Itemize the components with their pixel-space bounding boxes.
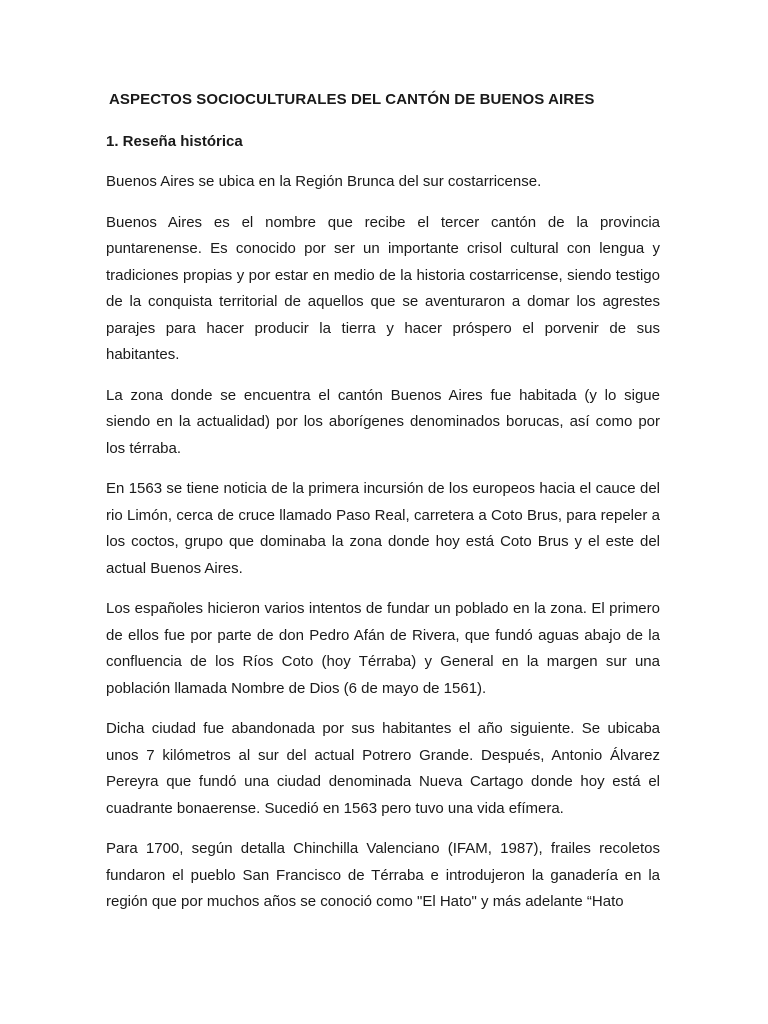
document-title: ASPECTOS SOCIOCULTURALES DEL CANTÓN DE BUENOS AIRES bbox=[109, 91, 595, 108]
paragraph: Buenos Aires es el nombre que recibe el tercer cantón de la provincia puntarenense. Es conocido por ser un importante crisol cultural con lengua y tradiciones propias y por estar en medio de la historia costarricense, siendo testigo de la conquista territorial de aquellos que se aventuraron a domar los agrestes parajes para hacer producir la tierra y hacer próspero el porvenir de sus habitantes. bbox=[106, 213, 660, 363]
paragraph: Los españoles hicieron varios intentos de fundar un poblado en la zona. El primero de ellos fue por parte de don Pedro Afán de Rivera, que fundó aguas abajo de la confluencia de los Ríos Coto (hoy Térraba) y General en la margen sur una población llamada Nombre de Dios (6 de mayo de 1561). bbox=[106, 600, 660, 697]
paragraph: Buenos Aires se ubica en la Región Brunca del sur costarricense. bbox=[106, 173, 542, 190]
paragraph: En 1563 se tiene noticia de la primera incursión de los europeos hacia el cauce del rio Limón, cerca de cruce llamado Paso Real, carretera a Coto Brus, para repeler a los coctos, grupo que dominaba la zona donde hoy está Coto Brus y el este del actual Buenos Aires. bbox=[106, 480, 660, 577]
document-page bbox=[106, 91, 660, 916]
paragraph: Dicha ciudad fue abandonada por sus habitantes el año siguiente. Se ubicaba unos 7 kilómetros al sur del actual Potrero Grande. Después, Antonio Álvarez Pereyra que fundó una ciudad denominada Nueva Cartago donde hoy está el cuadrante bonaerense. Sucedió en 1563 pero tuvo una vida efímera. bbox=[106, 720, 660, 817]
section-heading: 1. Reseña histórica bbox=[106, 133, 243, 150]
paragraph: La zona donde se encuentra el cantón Buenos Aires fue habitada (y lo sigue siendo en la actualidad) por los aborígenes denominados borucas, así como por los térraba. bbox=[106, 386, 660, 457]
paragraph: Para 1700, según detalla Chinchilla Valenciano (IFAM, 1987), frailes recoletos fundaron el pueblo San Francisco de Térraba e introdujeron la ganadería en la región que por muchos años se conoció como "El Hato" y más adelante “Hato bbox=[106, 840, 660, 910]
